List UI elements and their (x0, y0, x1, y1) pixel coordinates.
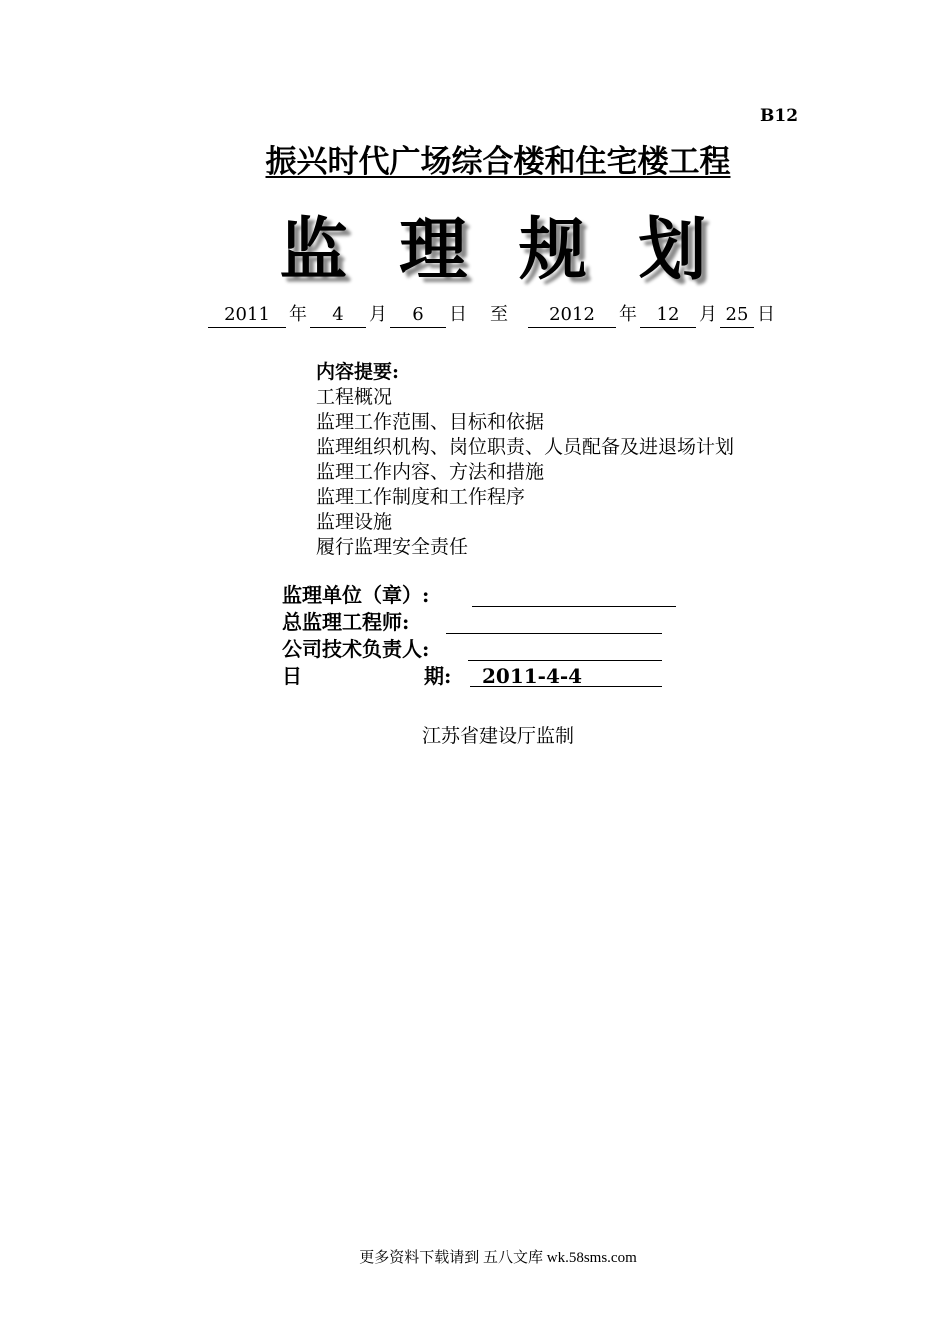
month-label: 月 (369, 304, 387, 325)
month-label-2: 月 (699, 304, 717, 325)
issuer-line: 江苏省建设厅监制 (421, 725, 574, 747)
document-title: 监 理 规 划 (279, 210, 721, 290)
chief-engineer-field[interactable] (446, 609, 662, 634)
end-month: 12 (640, 303, 696, 328)
document-code: B12 (760, 106, 799, 126)
date-field[interactable]: 2011-4-4 (470, 663, 662, 687)
year-label-2: 年 (619, 304, 637, 325)
summary-item: 监理设施 (316, 511, 393, 533)
tech-director-label: 公司技术负责人: (282, 637, 430, 661)
period-line (208, 300, 778, 328)
chief-engineer-label: 总监理工程师: (282, 610, 410, 634)
summary-item: 工程概况 (316, 386, 393, 408)
year-label: 年 (289, 304, 307, 325)
date-label-first: 日 (282, 664, 302, 688)
supervision-unit-label: 监理单位（章）: (282, 583, 430, 607)
project-title (0, 136, 950, 181)
date-label-second: 期: (424, 664, 452, 688)
chief-engineer-row (282, 609, 429, 636)
tech-director-row (282, 636, 429, 663)
content-summary (316, 360, 734, 560)
summary-heading: 内容提要: (316, 361, 400, 383)
supervision-unit-row (282, 582, 429, 609)
date-row (282, 663, 583, 690)
summary-item: 履行监理安全责任 (316, 536, 469, 558)
tech-director-field[interactable] (468, 636, 662, 661)
end-day: 25 (720, 303, 754, 328)
signature-block (282, 582, 583, 690)
summary-item: 监理组织机构、岗位职责、人员配备及进退场计划 (316, 436, 735, 458)
supervision-unit-field[interactable] (472, 582, 676, 607)
project-title-text: 振兴时代广场综合楼和住宅楼工程 (265, 144, 731, 180)
summary-item: 监理工作内容、方法和措施 (316, 461, 545, 483)
start-day: 6 (390, 303, 446, 328)
to-label: 至 (490, 304, 508, 325)
footer-note: 更多资料下载请到 五八文库 wk.58sms.com (359, 1250, 637, 1266)
summary-item: 监理工作范围、目标和依据 (316, 411, 545, 433)
summary-item: 监理工作制度和工作程序 (316, 486, 526, 508)
start-month: 4 (310, 303, 366, 328)
start-year: 2011 (208, 303, 286, 328)
day-label: 日 (449, 304, 467, 325)
day-label-2: 日 (757, 304, 775, 325)
end-year: 2012 (528, 303, 616, 328)
